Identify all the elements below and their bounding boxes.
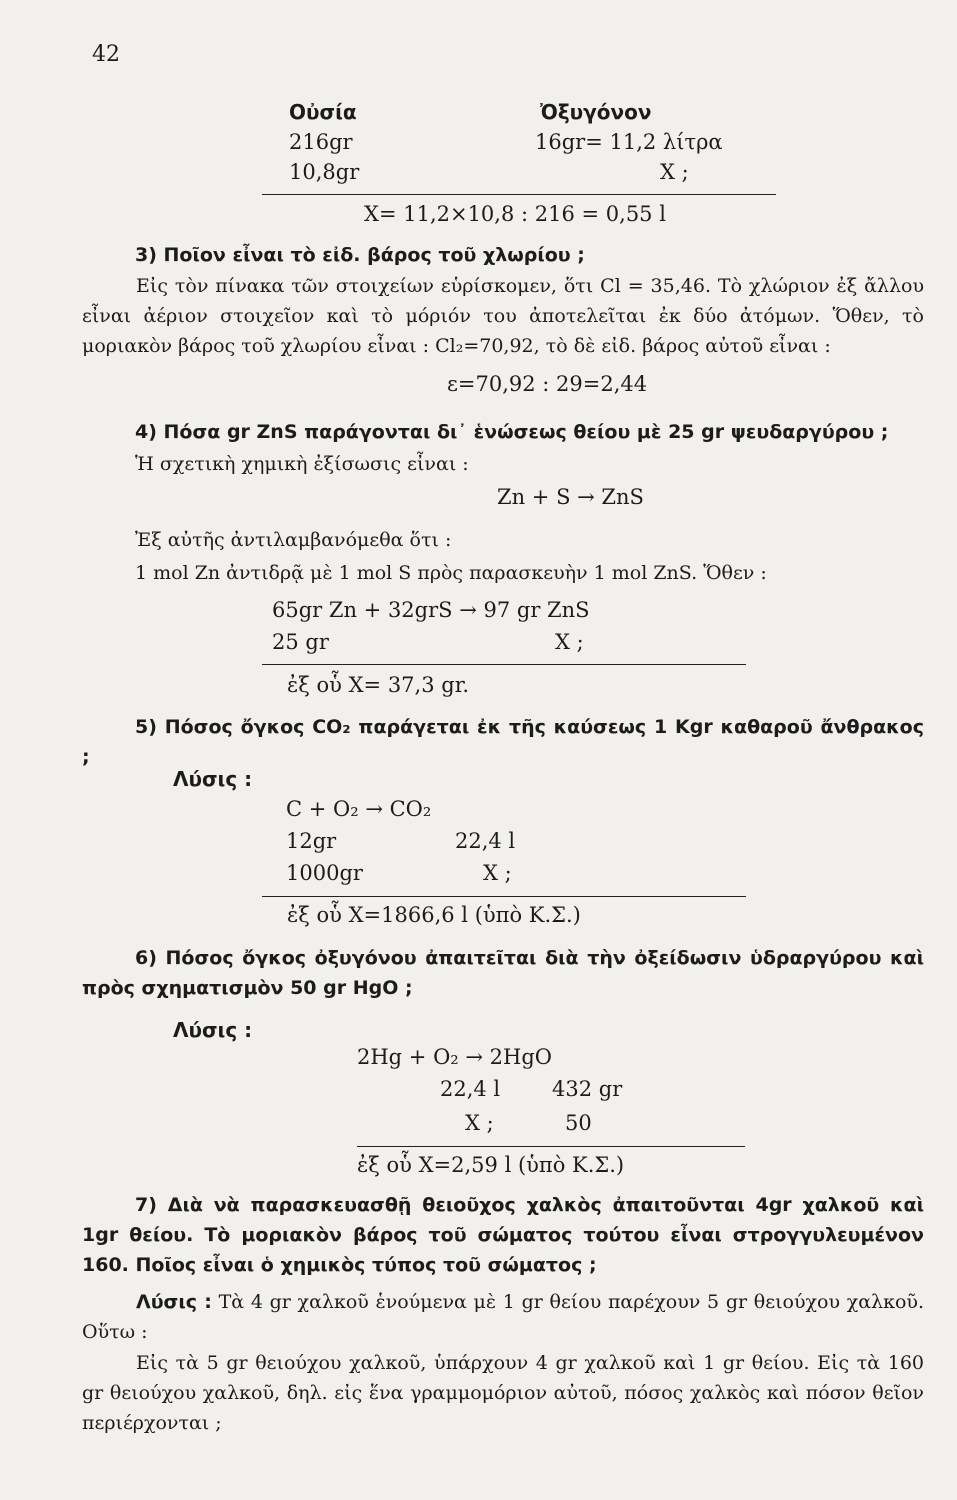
- problem5-row1-left: 12gr: [286, 829, 337, 853]
- problem6-title: [82, 943, 924, 1003]
- problem7-paragraph: Εἰς τὰ 5 gr θειούχου χαλκοῦ, ὑπάρχουν 4 gr χαλκοῦ καὶ 1 gr θείου. Εἰς τὰ 160 gr θειούχου χαλκοῦ, δηλ. εἰς ἕνα γραμμομόριον αὐτοῦ, πόσος χαλκὸς καὶ πόσον θεῖον περιέρχονται ;: [82, 1352, 924, 1434]
- divider-line: [262, 896, 746, 897]
- page-number: 42: [92, 42, 120, 67]
- table-header-substance: Οὐσία: [289, 100, 357, 124]
- problem4-title: 4) Πόσα gr ZnS παράγονται δι᾽ ἑνώσεως θείου μὲ 25 gr ψευδαργύρου ;: [135, 421, 889, 443]
- problem3-title: 3) Ποῖον εἶναι τὸ εἰδ. βάρος τοῦ χλωρίου ;: [135, 244, 585, 266]
- problem4-intro: Ἡ σχετικὴ χημικὴ ἐξίσωσις εἶναι :: [135, 453, 469, 475]
- problem7-title-text: 7) Διὰ νὰ παρασκευασθῇ θειοῦχος χαλκὸς ἀπαιτοῦνται 4gr χαλκοῦ καὶ 1gr θείου. Τὸ μοριακὸν βάρος τοῦ σώματος τούτου εἶναι στρογγυλευμένον 160. Ποῖος εἶναι ὁ χημικὸς τύπος τοῦ σώματος ;: [82, 1194, 924, 1276]
- problem4-note: Ἐξ αὐτῆς ἀντιλαμβανόμεθα ὅτι :: [135, 529, 452, 551]
- problem5-result: ἐξ οὗ X=1866,6 l (ὑπὸ Κ.Σ.): [287, 903, 581, 927]
- table-header-oxygen: Ὀξυγόνον: [540, 100, 652, 124]
- problem4-statement: 1 mol Zn ἀντιδρᾷ μὲ 1 mol S πρὸς παρασκευὴν 1 mol ZnS. Ὅθεν :: [135, 562, 767, 584]
- problem4-row1: 65gr Zn + 32grS → 97 gr ZnS: [272, 598, 590, 622]
- problem3-text: [82, 271, 924, 361]
- problem5-solution-label: Λύσις :: [173, 767, 253, 791]
- table-row2-right: X ;: [660, 160, 689, 184]
- problem6-row1-mid: 22,4 l: [440, 1077, 501, 1101]
- problem3-result: ε=70,92 : 29=2,44: [447, 372, 648, 396]
- problem7-solution-label: Λύσις :: [136, 1291, 212, 1313]
- problem5-row2-right: X ;: [483, 861, 512, 885]
- divider-line: [357, 1146, 745, 1147]
- table-row1-right: 16gr= 11,2 λίτρα: [535, 130, 723, 154]
- problem6-result: ἐξ οὗ X=2,59 l (ὑπὸ Κ.Σ.): [357, 1153, 625, 1177]
- divider-line: [262, 664, 746, 665]
- problem5-title: [82, 712, 924, 772]
- problem3-formula: Cl₂=70,92, τὸ δὲ εἰδ. βάρος αὐτοῦ εἶναι :: [435, 335, 831, 357]
- table-row2-left: 10,8gr: [289, 160, 360, 184]
- problem3-paragraph: Εἰς τὸν πίνακα τῶν στοιχείων εὑρίσκομεν, ὅτι Cl = 35,46. Τὸ χλώριον ἐξ ἄλλου εἶναι ἀέριον στοιχεῖον καὶ τὸ μόριόν του ἀποτελεῖται ἐκ δύο ἀτόμων. Ὅθεν, τὸ μοριακὸν βάρος τοῦ χλωρίου εἶναι :: [82, 275, 924, 357]
- problem5-reaction: C + O₂ → CO₂: [286, 797, 432, 821]
- problem4-row2-left: 25 gr: [272, 630, 329, 654]
- problem5-row2-left: 1000gr: [286, 861, 363, 885]
- problem6-row1-right: 432 gr: [552, 1077, 623, 1101]
- problem7-solution-text: Τὰ 4 gr χαλκοῦ ἑνούμενα μὲ 1 gr θείου παρέχουν 5 gr θειούχου χαλκοῦ. Οὕτω :: [82, 1291, 925, 1343]
- problem6-solution-label: Λύσις :: [173, 1018, 253, 1042]
- problem6-row2-mid: X ;: [465, 1111, 494, 1135]
- table-row1-left: 216gr: [289, 130, 353, 154]
- problem4-row2-right: X ;: [555, 630, 584, 654]
- problem6-reaction: 2Hg + O₂ → 2HgO: [357, 1045, 552, 1069]
- problem7-solution: [82, 1287, 924, 1347]
- table-result: X= 11,2×10,8 : 216 = 0,55 l: [364, 202, 666, 226]
- problem6-title-text: 6) Πόσος ὄγκος ὀξυγόνου ἀπαιτεῖται διὰ τὴν ὀξείδωσιν ὑδραργύρου καὶ πρὸς σχηματισμὸν 50 gr HgO ;: [82, 947, 924, 999]
- problem6-row2-right: 50: [565, 1111, 592, 1135]
- problem5-title-text: 5) Πόσος ὄγκος CO₂ παράγεται ἐκ τῆς καύσεως 1 Kgr καθαροῦ ἄνθρακος ;: [82, 716, 924, 768]
- problem7-title: [82, 1190, 924, 1280]
- problem4-reaction: Zn + S → ZnS: [497, 485, 644, 509]
- problem4-result: ἐξ οὗ X= 37,3 gr.: [287, 673, 470, 697]
- divider-line: [262, 194, 776, 195]
- problem5-row1-right: 22,4 l: [455, 829, 516, 853]
